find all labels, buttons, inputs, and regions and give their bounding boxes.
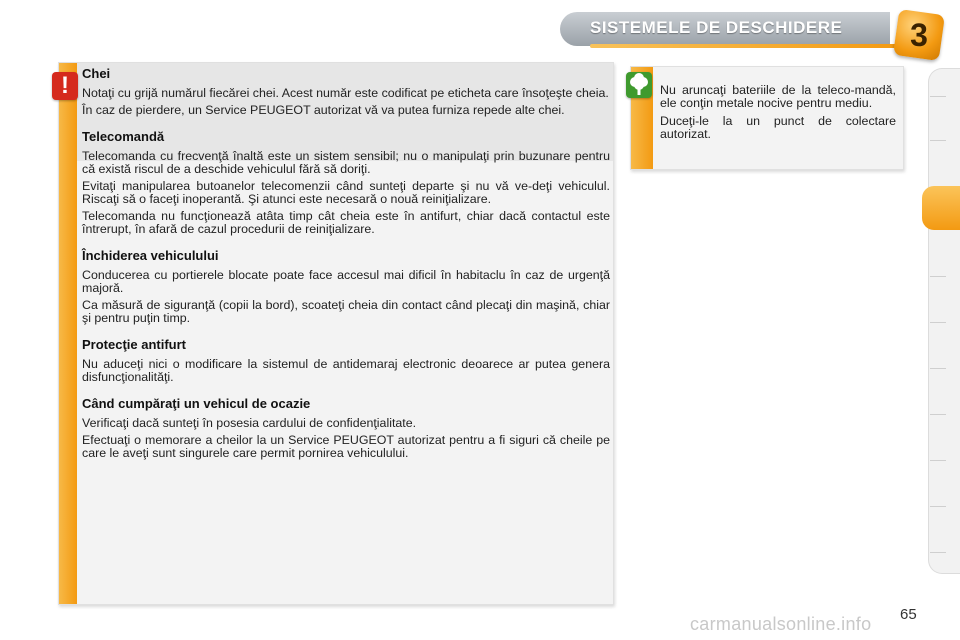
chapter-tab-divider	[930, 552, 946, 553]
chapter-tab-strip	[928, 68, 960, 574]
chapter-tab-divider	[930, 368, 946, 369]
warning-section	[82, 129, 610, 236]
section-heading: Când cumpăraţi un vehicul de ocazie	[82, 396, 311, 411]
page-number: 65	[900, 606, 917, 623]
section-paragraph: Verificaţi dacă sunteţi în posesia cardului de confidenţialitate.	[82, 416, 417, 430]
chapter-number: 3	[910, 17, 928, 53]
section-paragraph: Telecomanda nu funcţionează atâta timp cât cheia este în antifurt, chiar dacă contactul este întrerupt, în afară de cazul procedurii de reiniţializare.	[82, 209, 610, 236]
chapter-tab-divider	[930, 506, 946, 507]
section-heading: Chei	[82, 66, 111, 81]
section-paragraph: Telecomanda cu frecvenţă înaltă este un sistem sensibil; nu o manipulaţi prin buzunare pentru că există riscul de a deschide vehiculul fără să doriţi.	[82, 149, 610, 176]
section-paragraph: Nu aduceţi nici o modificare la sistemul de antidemaraj electronic deoarece ar putea genera disfuncţionalităţi.	[82, 357, 610, 384]
section-paragraph: Notaţi cu grijă numărul fiecărei chei. Acest număr este codificat pe eticheta care însoţeşte cheia.	[82, 86, 609, 100]
chapter-tab-divider	[930, 414, 946, 415]
warning-section	[82, 66, 610, 117]
section-paragraph: În caz de pierdere, un Service PEUGEOT autorizat vă va putea furniza repede alte chei.	[82, 103, 565, 117]
chapter-tab-divider	[930, 460, 946, 461]
section-heading: Telecomandă	[82, 129, 165, 144]
page-title: SISTEMELE DE DESCHIDERE	[590, 18, 843, 37]
warning-box-accent	[59, 63, 77, 604]
warning-section	[82, 396, 610, 460]
warning-section	[82, 248, 610, 325]
tree-icon	[626, 72, 652, 98]
eco-note-content	[660, 84, 896, 146]
section-paragraph: Conducerea cu portierele blocate poate face accesul mai dificil în habitaclu în caz de urgenţă majoră.	[82, 268, 610, 295]
eco-paragraph: Duceţi-le la un punct de colectare autorizat.	[660, 114, 896, 141]
chapter-tab-divider	[930, 276, 946, 277]
header-accent-line	[590, 44, 900, 48]
section-heading: Protecţie antifurt	[82, 337, 187, 352]
chapter-tab-divider	[930, 140, 946, 141]
warning-section	[82, 337, 610, 384]
watermark: carmanualsonline.info	[690, 614, 872, 634]
section-paragraph: Efectuaţi o memorare a cheilor la un Service PEUGEOT autorizat pentru a fi siguri că cheile pe care le aveţi sunt singurele care permit pornirea vehiculului.	[82, 433, 610, 460]
chapter-tab-divider	[930, 322, 946, 323]
section-paragraph: Evitaţi manipularea butoanelor telecomenzii când sunteţi departe şi nu vă ve-deţi vehiculul. Riscaţi să o faceţi inoperantă. Şi atunci este necesară o nouă reiniţializare.	[82, 179, 610, 206]
chapter-tab-divider	[930, 96, 946, 97]
eco-paragraph: Nu aruncaţi bateriile de la teleco-mandă, ele conţin metale nocive pentru mediu.	[660, 83, 896, 110]
chapter-tab-active[interactable]	[922, 186, 960, 230]
warning-content	[82, 66, 610, 472]
warning-icon: !	[52, 72, 78, 100]
section-heading: Închiderea vehiculului	[82, 248, 219, 263]
section-paragraph: Ca măsură de siguranţă (copii la bord), scoateţi cheia din contact când plecaţi din maşină, chiar şi pentru puţin timp.	[82, 298, 610, 325]
